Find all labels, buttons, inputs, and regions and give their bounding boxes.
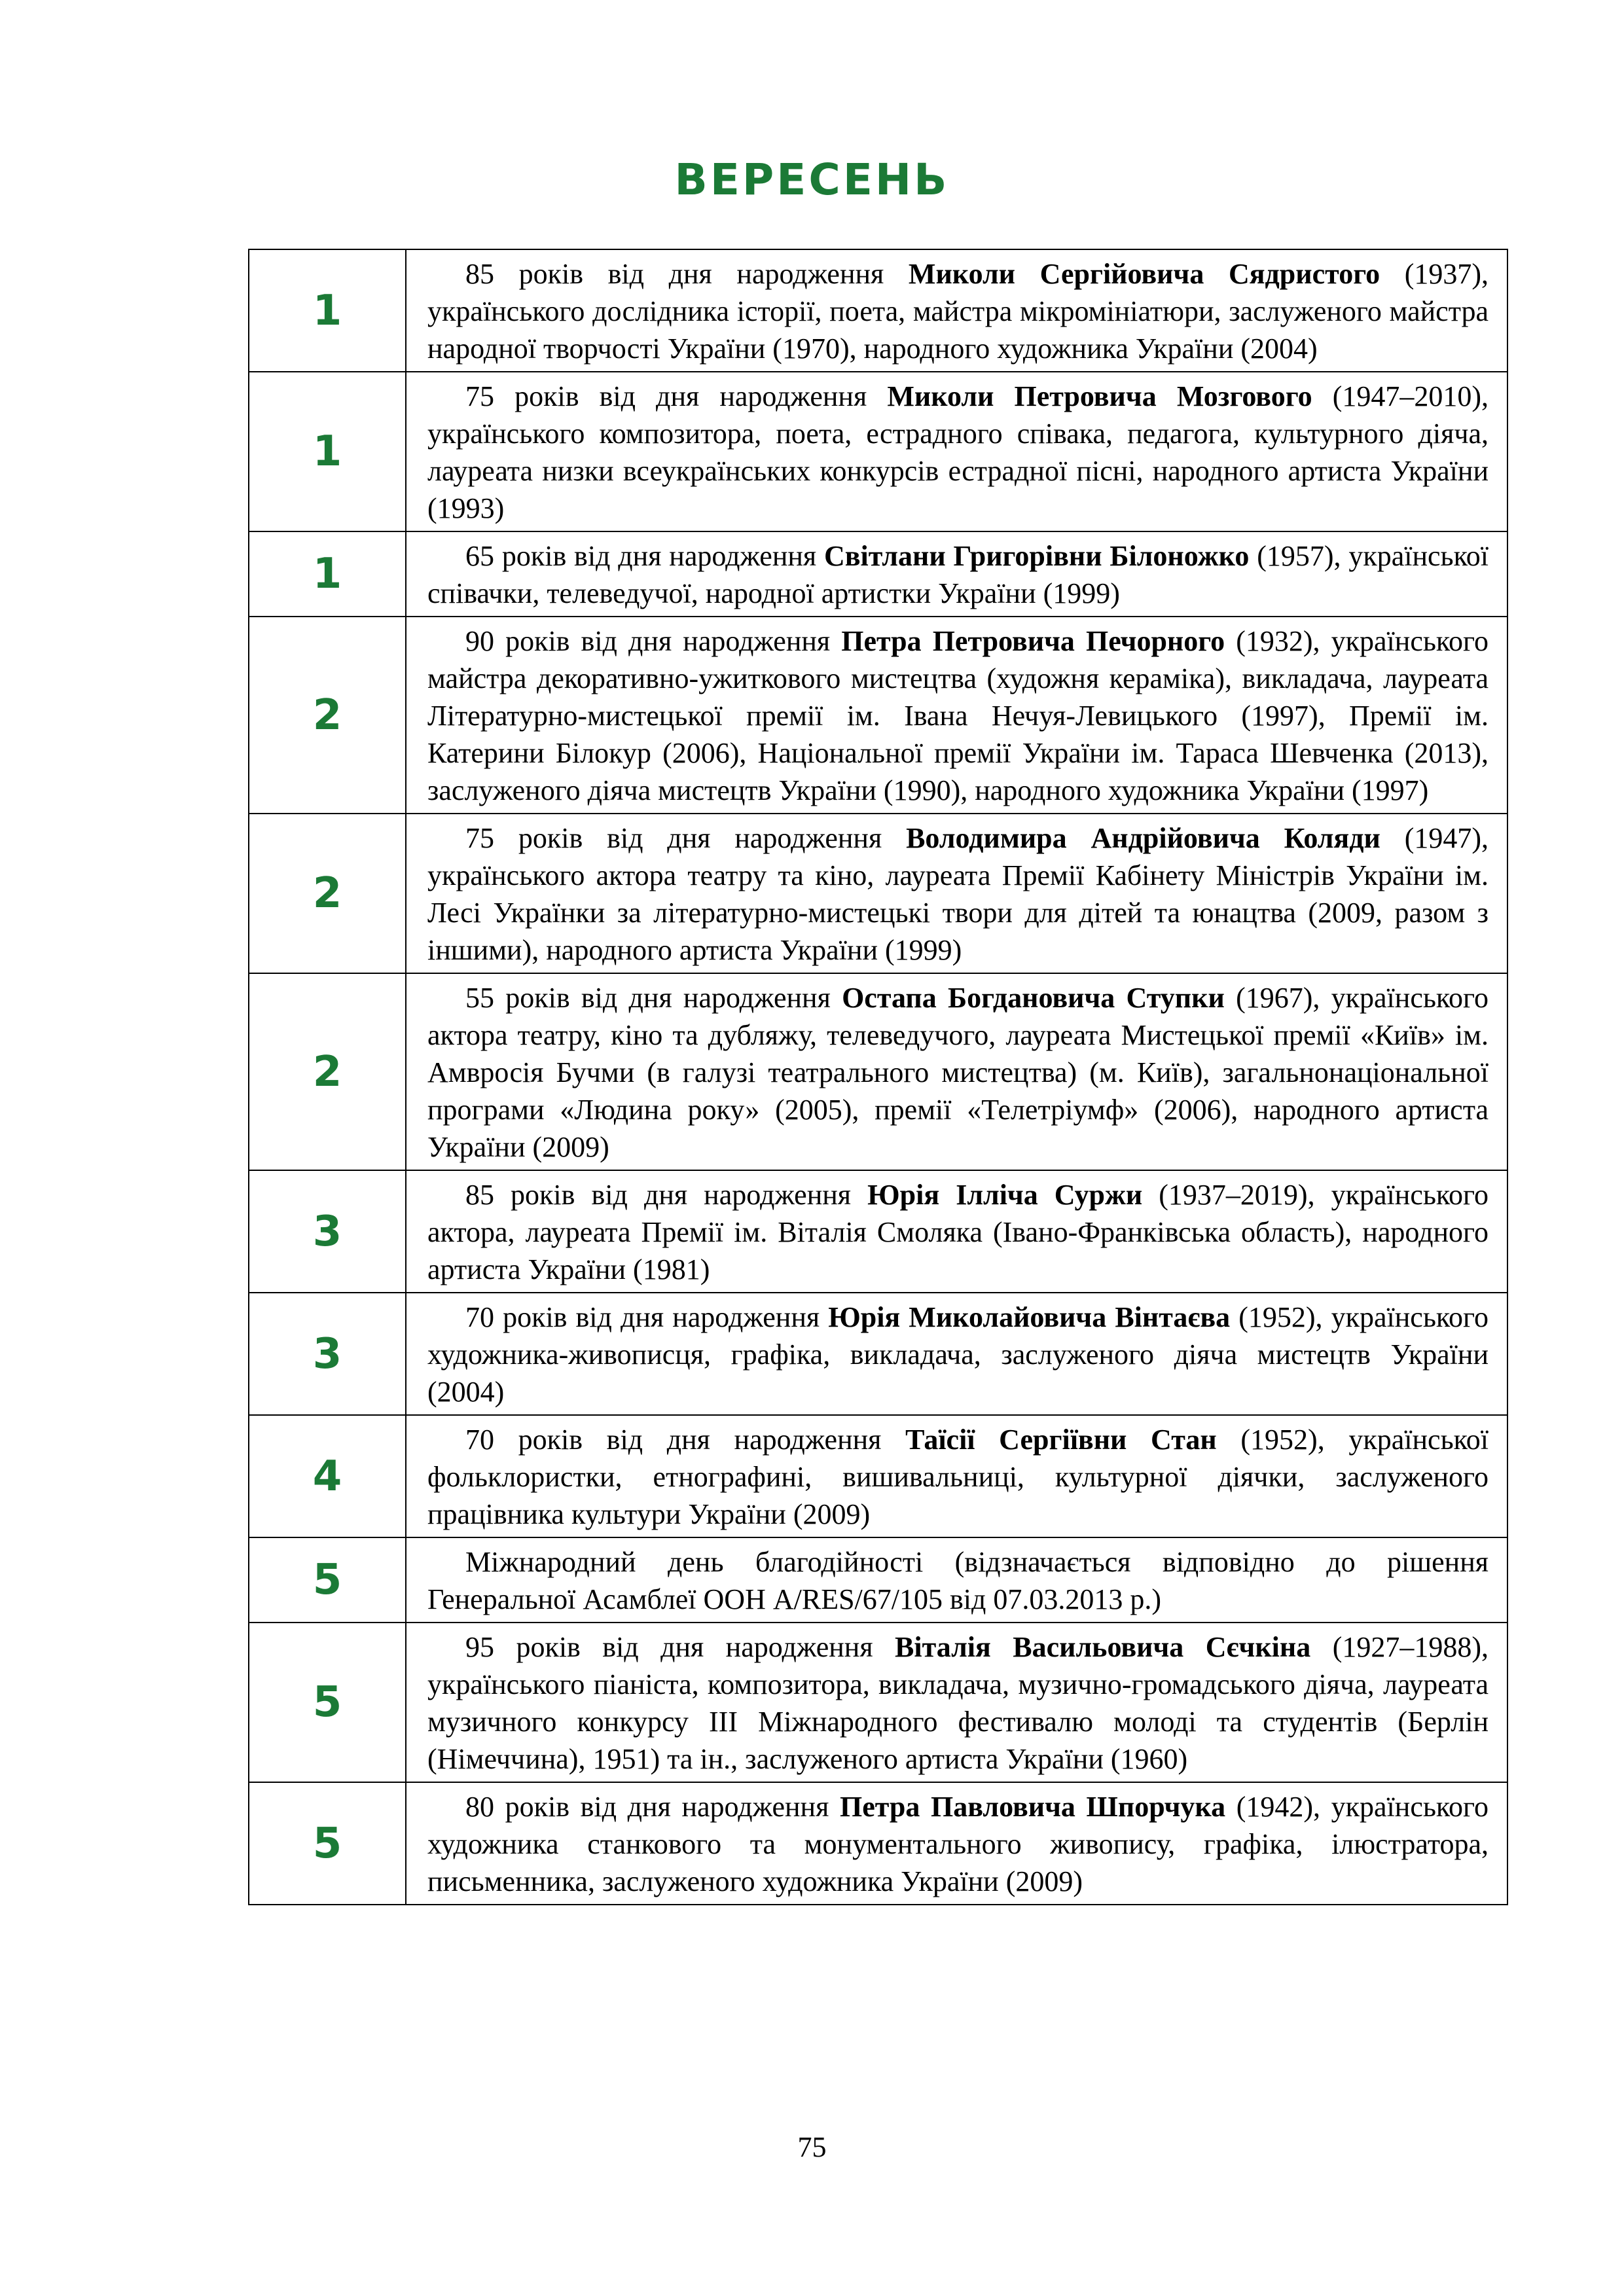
person-name: Володимира Андрійовича Коляди: [906, 822, 1380, 854]
event-details: (1957), української співачки, телеведучої, народної артистки України (1999): [427, 540, 1489, 609]
event-description: [406, 1415, 1507, 1537]
day-cell: 1: [249, 249, 406, 372]
day-cell: 2: [249, 814, 406, 973]
event-details: (1932), українського майстра декоративно-ужиткового мистецтва (художня кераміка), викладача, лауреата Літературно-мистецької премії ім. Івана Нечуя-Левицького (1997), Премії ім. Катерини Білокур (2006), Національної премії України ім. Тараса Шевченка (2013), заслуженого діяча мистецтв України (1990), народного художника України (1997): [427, 625, 1489, 806]
events-table-body: [249, 249, 1507, 1905]
person-name: Петра Павловича Шпорчука: [839, 1791, 1226, 1823]
event-description: [406, 814, 1507, 973]
table-row: [249, 531, 1507, 617]
event-details: (1947), українського актора театру та кіно, лауреата Премії Кабінету Міністрів України ім. Лесі Українки за літературно-мистецькі твори для дітей та юнацтва (2009, разом з іншими), народного артиста України (1999): [427, 822, 1489, 966]
events-table: [248, 249, 1508, 1905]
event-intro: 85 років від дня народження: [465, 258, 909, 290]
table-row: [249, 973, 1507, 1170]
event-description: [406, 617, 1507, 814]
event-intro: 75 років від дня народження: [465, 822, 907, 854]
day-cell: 5: [249, 1623, 406, 1782]
event-intro: Міжнародний день благодійності (відзначається відповідно до рішення Генеральної Асамблеї ООН A/RES/67/105 від 07.03.2013 р.): [427, 1546, 1489, 1615]
table-row: [249, 1782, 1507, 1905]
event-intro: 55 років від дня народження: [465, 982, 842, 1014]
event-description: [406, 531, 1507, 617]
event-intro: 65 років від дня народження: [465, 540, 824, 572]
event-details: (1952), українського художника-живописця, графіка, викладача, заслуженого діяча мистецтв України (2004): [427, 1301, 1489, 1408]
day-cell: 5: [249, 1537, 406, 1623]
table-row: [249, 1170, 1507, 1293]
event-description: [406, 1170, 1507, 1293]
event-details: (1927–1988), українського піаніста, композитора, викладача, музично-громадського діяча, лауреата музичного конкурсу III Міжнародного фестивалю молоді та студентів (Берлін (Німеччина), 1951) та ін., заслуженого артиста України (1960): [427, 1631, 1489, 1775]
event-intro: 75 років від дня народження: [465, 380, 888, 412]
person-name: Петра Петровича Печорного: [841, 625, 1225, 657]
event-description: [406, 1623, 1507, 1782]
event-details: (1942), українського художника станкового та монументального живопису, графіка, ілюстратора, письменника, заслуженого художника України (2009): [427, 1791, 1489, 1897]
day-cell: 3: [249, 1170, 406, 1293]
person-name: Світлани Григорівни Білоножко: [824, 540, 1250, 572]
table-row: [249, 1293, 1507, 1415]
event-description: [406, 249, 1507, 372]
event-intro: 90 років від дня народження: [465, 625, 842, 657]
page-title: ВЕРЕСЕНЬ: [674, 154, 950, 205]
person-name: Остапа Богдановича Ступки: [842, 982, 1225, 1014]
event-details: (1947–2010), українського композитора, поета, естрадного співака, педагога, культурного діяча, лауреата низки всеукраїнських конкурсів естрадної пісні, народного артиста України (1993): [427, 380, 1489, 524]
event-intro: 70 років від дня народження: [465, 1301, 829, 1333]
event-intro: 95 років від дня народження: [465, 1631, 895, 1663]
event-details: (1937), українського дослідника історії, поета, майстра мікромініатюри, заслуженого майстра народної творчості України (1970), народного художника України (2004): [427, 258, 1489, 365]
event-description: [406, 1293, 1507, 1415]
day-cell: 2: [249, 617, 406, 814]
event-description: [406, 1537, 1507, 1623]
table-row: [249, 1537, 1507, 1623]
day-cell: 1: [249, 372, 406, 531]
person-name: Юрія Ілліча Суржи: [867, 1179, 1143, 1211]
event-description: [406, 973, 1507, 1170]
person-name: Юрія Миколайовича Вінтаєва: [828, 1301, 1231, 1333]
event-intro: 80 років від дня народження: [465, 1791, 840, 1823]
day-cell: 2: [249, 973, 406, 1170]
event-description: [406, 1782, 1507, 1905]
event-intro: 85 років від дня народження: [465, 1179, 868, 1211]
event-intro: 70 років від дня народження: [465, 1424, 906, 1456]
page-number: 75: [797, 2131, 827, 2163]
person-name: Таїсії Сергіївни Стан: [905, 1424, 1217, 1456]
table-row: [249, 1623, 1507, 1782]
day-cell: 3: [249, 1293, 406, 1415]
event-details: (1937–2019), українського актора, лауреата Премії ім. Віталія Смоляка (Івано-Франківська область), народного артиста України (1981): [427, 1179, 1489, 1285]
person-name: Миколи Петровича Мозгового: [887, 380, 1312, 412]
event-details: (1967), українського актора театру, кіно та дубляжу, телеведучого, лауреата Мистецької премії «Київ» ім. Амвросія Бучми (в галузі театрального мистецтва) (м. Київ), загальнонаціональної програми «Людина року» (2005), премії «Телетріумф» (2006), народного артиста України (2009): [427, 982, 1489, 1163]
day-cell: 1: [249, 531, 406, 617]
person-name: Миколи Сергійовича Сядристого: [908, 258, 1380, 290]
table-row: [249, 617, 1507, 814]
table-row: [249, 814, 1507, 973]
person-name: Віталія Васильовича Сєчкіна: [895, 1631, 1311, 1663]
day-cell: 5: [249, 1782, 406, 1905]
event-description: [406, 372, 1507, 531]
event-details: (1952), української фольклористки, етнографині, вишивальниці, культурної діячки, заслуженого працівника культури України (2009): [427, 1424, 1489, 1530]
table-row: [249, 372, 1507, 531]
day-cell: 4: [249, 1415, 406, 1537]
table-row: [249, 1415, 1507, 1537]
table-row: [249, 249, 1507, 372]
